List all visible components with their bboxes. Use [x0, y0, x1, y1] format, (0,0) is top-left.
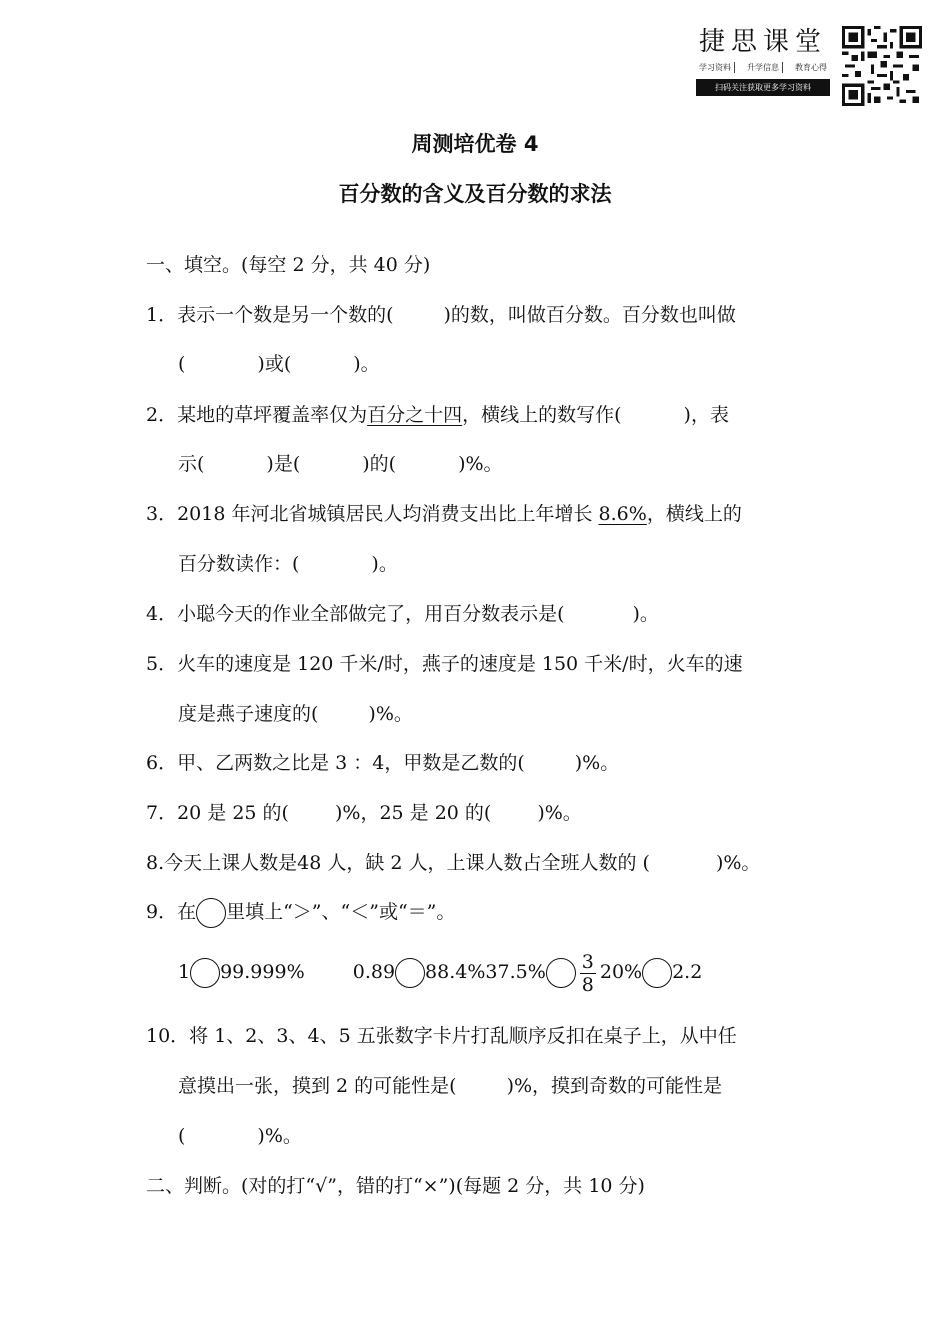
compare-circle[interactable]: [546, 958, 576, 988]
brand-name: 捷思课堂: [698, 27, 827, 57]
question-2-cont: 示( )是( )的( )%。: [178, 453, 503, 475]
page-subtitle: 百分数的含义及百分数的求法: [338, 182, 612, 206]
brand-subtitles: [696, 62, 830, 73]
question-5-cont: 度是燕子速度的( )%。: [178, 703, 413, 725]
fraction: $\frac{3}{8}$: [581, 950, 594, 996]
question-10: 10．将 1、2、3、4、5 五张数字卡片打乱顺序反扣在桌子上，从中任: [146, 1025, 737, 1047]
qr-code-icon[interactable]: [842, 26, 922, 106]
question-1: 1．表示一个数是另一个数的( )的数，叫做百分数。百分数也叫做: [146, 304, 736, 326]
question-2: 2．某地的草坪覆盖率仅为百分之十四，横线上的数写作( )，表: [146, 404, 729, 426]
question-3: 3．2018 年河北省城镇居民人均消费支出比上年增长 8.6%，横线上的: [146, 503, 742, 525]
compare-circle[interactable]: [642, 958, 672, 988]
question-9-items: 1 99.999% 0.89 88.4%37.5% $\frac{3}{8}$ 20% 2.2: [178, 950, 703, 996]
brand-sub-2: 升学信息: [744, 62, 783, 73]
question-10-cont2: ( )%。: [178, 1125, 302, 1147]
question-7: 7．20 是 25 的( )%，25 是 20 的( )%。: [146, 802, 582, 824]
compare-circle[interactable]: [395, 958, 425, 988]
page-title: 周测培优卷 4: [411, 132, 539, 156]
compare-circle[interactable]: [190, 958, 220, 988]
question-10-cont: 意摸出一张，摸到 2 的可能性是( )%，摸到奇数的可能性是: [178, 1075, 723, 1097]
question-3-cont: 百分数读作：( )。: [178, 553, 398, 575]
question-4: 4．小聪今天的作业全部做完了，用百分数表示是( )。: [146, 603, 659, 625]
brand-sub-3: 教育心得: [795, 63, 827, 72]
question-8: 8.今天上课人数是48 人，缺 2 人，上课人数占全班人数的 ( )%。: [146, 852, 761, 874]
brand-logo: [696, 26, 830, 96]
question-6: 6．甲、乙两数之比是 3 ：4，甲数是乙数的( )%。: [146, 752, 620, 774]
question-5: 5．火车的速度是 120 千米/时，燕子的速度是 150 千米/时，火车的速: [146, 653, 743, 675]
circle-icon: [196, 898, 226, 928]
question-1-cont: ( )或( )。: [178, 353, 380, 375]
question-9: 9．在 里填上“＞”、“＜”或“＝”。: [146, 898, 455, 928]
section-2-heading: 二、判断。(对的打“√”，错的打“×”)(每题 2 分，共 10 分): [146, 1175, 645, 1197]
brand-sub-1: 学习资料: [696, 62, 735, 73]
section-1-heading: 一、填空。(每空 2 分，共 40 分): [146, 254, 431, 276]
brand-banner: 扫码关注获取更多学习资料: [696, 79, 830, 96]
